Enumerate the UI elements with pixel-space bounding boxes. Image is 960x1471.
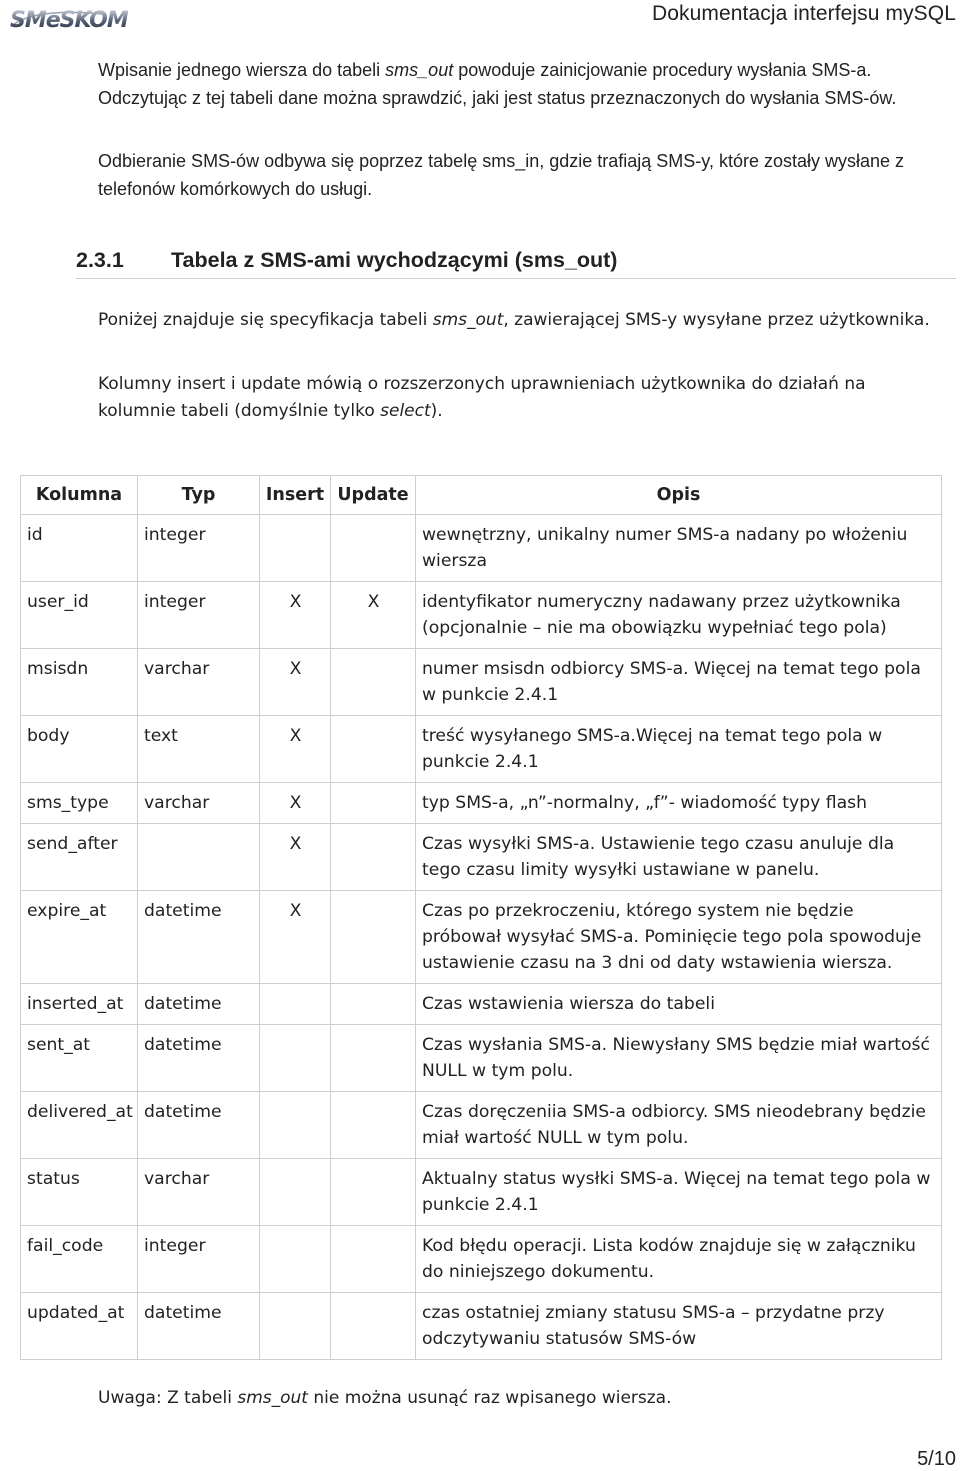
column-header-update: Update	[331, 476, 416, 515]
cell-type	[138, 824, 260, 891]
cell-type: datetime	[138, 1025, 260, 1092]
column-header-typ: Typ	[138, 476, 260, 515]
cell-type: integer	[138, 1226, 260, 1293]
cell-column-name: body	[21, 716, 138, 783]
table-row	[21, 783, 942, 824]
cell-update: X	[331, 582, 416, 649]
cell-update	[331, 783, 416, 824]
cell-description: Aktualny status wysłki SMS-a. Więcej na temat tego pola w punkcie 2.4.1	[416, 1159, 942, 1226]
cell-column-name: id	[21, 515, 138, 582]
cell-insert: X	[260, 716, 331, 783]
cell-column-name: sent_at	[21, 1025, 138, 1092]
cell-update	[331, 1025, 416, 1092]
cell-insert	[260, 1226, 331, 1293]
page-number: 5/10	[917, 1448, 956, 1470]
table-row	[21, 891, 942, 984]
cell-description: Kod błędu operacji. Lista kodów znajduje się w załączniku do niniejszego dokumentu.	[416, 1226, 942, 1293]
cell-insert	[260, 1293, 331, 1360]
cell-column-name: user_id	[21, 582, 138, 649]
cell-description: treść wysyłanego SMS-a.Więcej na temat tego pola w punkcie 2.4.1	[416, 716, 942, 783]
cell-description: Czas wysyłki SMS-a. Ustawienie tego czasu anuluje dla tego czasu limity wysyłki ustawiane w panelu.	[416, 824, 942, 891]
column-header-insert: Insert	[260, 476, 331, 515]
smeskom-logo	[8, 4, 173, 30]
table-header-row	[21, 476, 942, 515]
cell-insert: X	[260, 783, 331, 824]
column-header-opis: Opis	[416, 476, 942, 515]
cell-update	[331, 984, 416, 1025]
cell-column-name: fail_code	[21, 1226, 138, 1293]
column-header-kolumna: Kolumna	[21, 476, 138, 515]
page-header	[0, 0, 960, 36]
cell-type: integer	[138, 582, 260, 649]
document-title: Dokumentacja interfejsu mySQL	[651, 2, 956, 25]
cell-column-name: send_after	[21, 824, 138, 891]
cell-description: identyfikator numeryczny nadawany przez użytkownika (opcjonalnie – nie ma obowiązku wypełniać tego pola)	[416, 582, 942, 649]
cell-insert	[260, 1159, 331, 1226]
cell-description: Czas po przekroczeniu, którego system nie będzie próbował wysyłać SMS-a. Pominięcie tego pola spowoduje ustawienie czasu na 3 dni od daty wstawienia wiersza.	[416, 891, 942, 984]
cell-description: typ SMS-a, „n”-normalny, „f”- wiadomość typy flash	[416, 783, 942, 824]
cell-description: Czas doręczeniia SMS-a odbiorcy. SMS nieodebrany będzie miał wartość NULL w tym polu.	[416, 1092, 942, 1159]
cell-insert: X	[260, 891, 331, 984]
cell-insert	[260, 1025, 331, 1092]
intro-paragraph-2: Odbieranie SMS-ów odbywa się poprzez tabelę sms_in, gdzie trafiają SMS-y, które zostały wysłane z telefonów komórkowych do usługi.	[98, 151, 905, 199]
table-row	[21, 824, 942, 891]
section-number: 2.3.1	[76, 248, 124, 272]
table-row	[21, 582, 942, 649]
cell-column-name: updated_at	[21, 1293, 138, 1360]
cell-type: text	[138, 716, 260, 783]
table-row	[21, 1025, 942, 1092]
note-text: Uwaga: Z tabeli sms_out nie można usunąć raz wpisanego wiersza.	[98, 1388, 672, 1408]
cell-insert	[260, 1092, 331, 1159]
cell-insert	[260, 984, 331, 1025]
table-row	[21, 984, 942, 1025]
cell-column-name: status	[21, 1159, 138, 1226]
table-row	[21, 515, 942, 582]
cell-type: datetime	[138, 984, 260, 1025]
cell-update	[331, 1092, 416, 1159]
cell-insert: X	[260, 649, 331, 716]
cell-column-name: expire_at	[21, 891, 138, 984]
cell-update	[331, 1226, 416, 1293]
cell-description: Czas wstawienia wiersza do tabeli	[416, 984, 942, 1025]
section-heading	[76, 246, 956, 279]
table-row	[21, 716, 942, 783]
cell-update	[331, 891, 416, 984]
intro-paragraph-1: Wpisanie jednego wiersza do tabeli sms_out powoduje zainicjowanie procedury wysłania SMS-a. Odczytując z tej tabeli dane można sprawdzić, jaki jest status przeznaczonych do wysłania SMS-ów.	[98, 60, 897, 108]
cell-description: Czas wysłania SMS-a. Niewysłany SMS będzie miał wartość NULL w tym polu.	[416, 1025, 942, 1092]
table-row	[21, 1226, 942, 1293]
cell-description: wewnętrzny, unikalny numer SMS-a nadany po włożeniu wiersza	[416, 515, 942, 582]
table-row	[21, 1159, 942, 1226]
section-title: Tabela z SMS-ami wychodzącymi (sms_out)	[171, 248, 618, 272]
cell-update	[331, 1159, 416, 1226]
cell-insert	[260, 515, 331, 582]
section-paragraph-2: Kolumny insert i update mówią o rozszerzonych uprawnieniach użytkownika do działań na kolumnie tabeli (domyślnie tylko select).	[98, 374, 866, 421]
cell-type: datetime	[138, 1092, 260, 1159]
cell-type: integer	[138, 515, 260, 582]
cell-description: czas ostatniej zmiany statusu SMS-a – przydatne przy odczytywaniu statusów SMS-ów	[416, 1293, 942, 1360]
cell-type: varchar	[138, 649, 260, 716]
table-row	[21, 1293, 942, 1360]
cell-description: numer msisdn odbiorcy SMS-a. Więcej na temat tego pola w punkcie 2.4.1	[416, 649, 942, 716]
cell-insert: X	[260, 582, 331, 649]
cell-update	[331, 649, 416, 716]
cell-type: varchar	[138, 1159, 260, 1226]
cell-type: datetime	[138, 891, 260, 984]
table-row	[21, 1092, 942, 1159]
cell-column-name: msisdn	[21, 649, 138, 716]
cell-type: datetime	[138, 1293, 260, 1360]
cell-update	[331, 515, 416, 582]
sms-out-spec-table	[20, 475, 942, 1360]
table-row	[21, 649, 942, 716]
section-paragraph-1: Poniżej znajduje się specyfikacja tabeli sms_out, zawierającej SMS-y wysyłane przez użytkownika.	[98, 310, 930, 330]
cell-column-name: inserted_at	[21, 984, 138, 1025]
cell-update	[331, 1293, 416, 1360]
cell-type: varchar	[138, 783, 260, 824]
cell-column-name: delivered_at	[21, 1092, 138, 1159]
cell-update	[331, 716, 416, 783]
cell-column-name: sms_type	[21, 783, 138, 824]
svg-text:SMeSKOM: SMeSKOM	[10, 8, 128, 30]
cell-update	[331, 824, 416, 891]
cell-insert: X	[260, 824, 331, 891]
